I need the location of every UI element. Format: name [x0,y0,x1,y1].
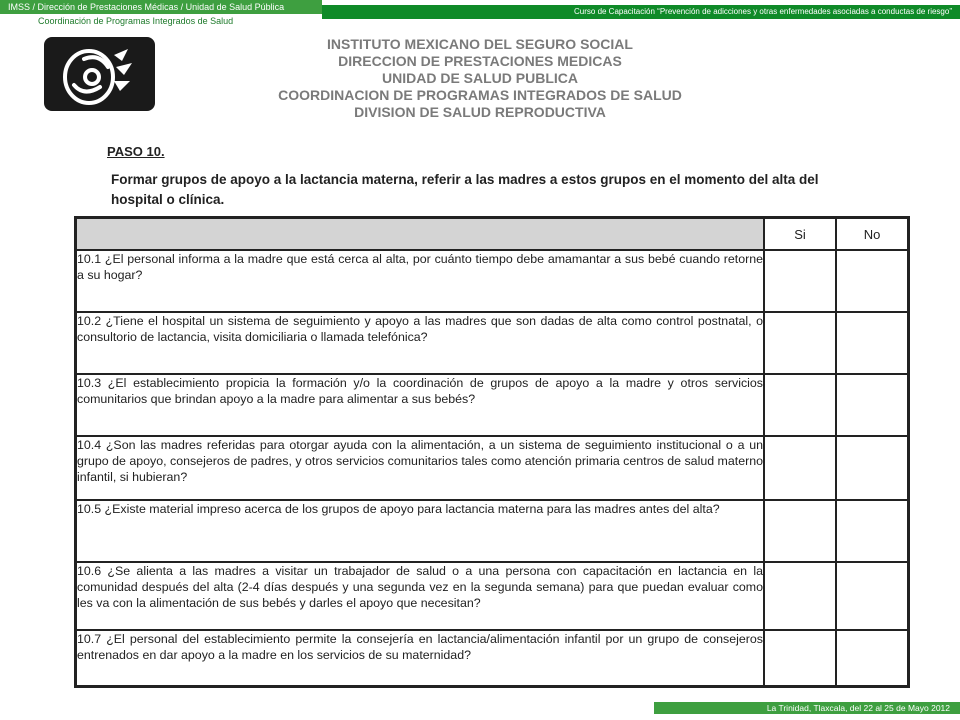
table-row [76,436,909,500]
answer-no-cell[interactable] [836,500,909,562]
answer-si-cell[interactable] [764,374,836,436]
institution-header [180,36,780,121]
table-row [76,630,909,686]
header-line: COORDINACION DE PROGRAMAS INTEGRADOS DE SALUD [278,87,682,103]
answer-no-cell[interactable] [836,312,909,374]
step-description: Formar grupos de apoyo a la lactancia materna, referir a las madres a estos grupos en el momento del alta del hospital o clínica. [111,172,819,207]
header-blank-cell [76,218,765,251]
question-cell: 10.2 ¿Tiene el hospital un sistema de seguimiento y apoyo a las madres que son dadas de alta como control postnatal, o consultorio de lactancia, visita domiciliaria o llamada telefónica? [76,312,765,374]
header-no: No [836,218,909,251]
table-row [76,500,909,562]
checklist-table [74,216,910,688]
answer-si-cell[interactable] [764,562,836,630]
table-row [76,250,909,312]
question-cell: 10.6 ¿Se alienta a las madres a visitar un trabajador de salud o a una persona con capacitación en lactancia en la comunidad después del alta (2-4 días después y una segunda vez en la segunda semana) para que puedan evaluar como les va con la alimentación de sus bebés y darles el apoyo que necesitan? [76,562,765,630]
answer-si-cell[interactable] [764,312,836,374]
step-title: PASO 10. [107,144,165,159]
answer-si-cell[interactable] [764,500,836,562]
header-line: INSTITUTO MEXICANO DEL SEGURO SOCIAL [327,36,633,52]
header-line: DIVISION DE SALUD REPRODUCTIVA [354,104,606,120]
top-bar-course-title: Curso de Capacitación “Prevención de adicciones y otras enfermedades asociadas a conductas de riesgo” [322,5,960,19]
table-row [76,374,909,436]
footer-location-date: La Trinidad, Tlaxcala, del 22 al 25 de Mayo 2012 [654,702,960,714]
header-line: UNIDAD DE SALUD PUBLICA [382,70,578,86]
answer-si-cell[interactable] [764,436,836,500]
question-cell: 10.3 ¿El establecimiento propicia la formación y/o la coordinación de grupos de apoyo a la madre y otros servicios comunitarios que brindan apoyo a la madre para alimentar a sus bebés? [76,374,765,436]
top-bar-coordination: Coordinación de Programas Integrados de Salud [38,16,234,26]
answer-no-cell[interactable] [836,436,909,500]
header-si: Si [764,218,836,251]
answer-no-cell[interactable] [836,630,909,686]
imss-eagle-logo-icon [44,37,155,111]
header-line: DIRECCION DE PRESTACIONES MEDICAS [338,53,622,69]
question-cell: 10.5 ¿Existe material impreso acerca de los grupos de apoyo para lactancia materna para las madres antes del alta? [76,500,765,562]
answer-si-cell[interactable] [764,630,836,686]
answer-no-cell[interactable] [836,374,909,436]
answer-si-cell[interactable] [764,250,836,312]
table-header-row [76,218,909,251]
table-row [76,312,909,374]
question-cell: 10.4 ¿Son las madres referidas para otorgar ayuda con la alimentación, a un sistema de seguimiento institucional o a un grupo de apoyo, consejeros de padres, y otros servicios comunitarios tales como atención primaria centros de salud materno infantil, si hubieran? [76,436,765,500]
question-cell: 10.7 ¿El personal del establecimiento permite la consejería en lactancia/alimentación infantil por un grupo de consejeros entrenados en dar apoyo a la madre en los servicios de su maternidad? [76,630,765,686]
answer-no-cell[interactable] [836,250,909,312]
answer-no-cell[interactable] [836,562,909,630]
table-row [76,562,909,630]
top-bar-institution: IMSS / Dirección de Prestaciones Médicas / Unidad de Salud Pública [0,0,322,14]
question-cell: 10.1 ¿El personal informa a la madre que está cerca al alta, por cuánto tiempo debe amamantar a sus bebé cuando retorne a su hogar? [76,250,765,312]
